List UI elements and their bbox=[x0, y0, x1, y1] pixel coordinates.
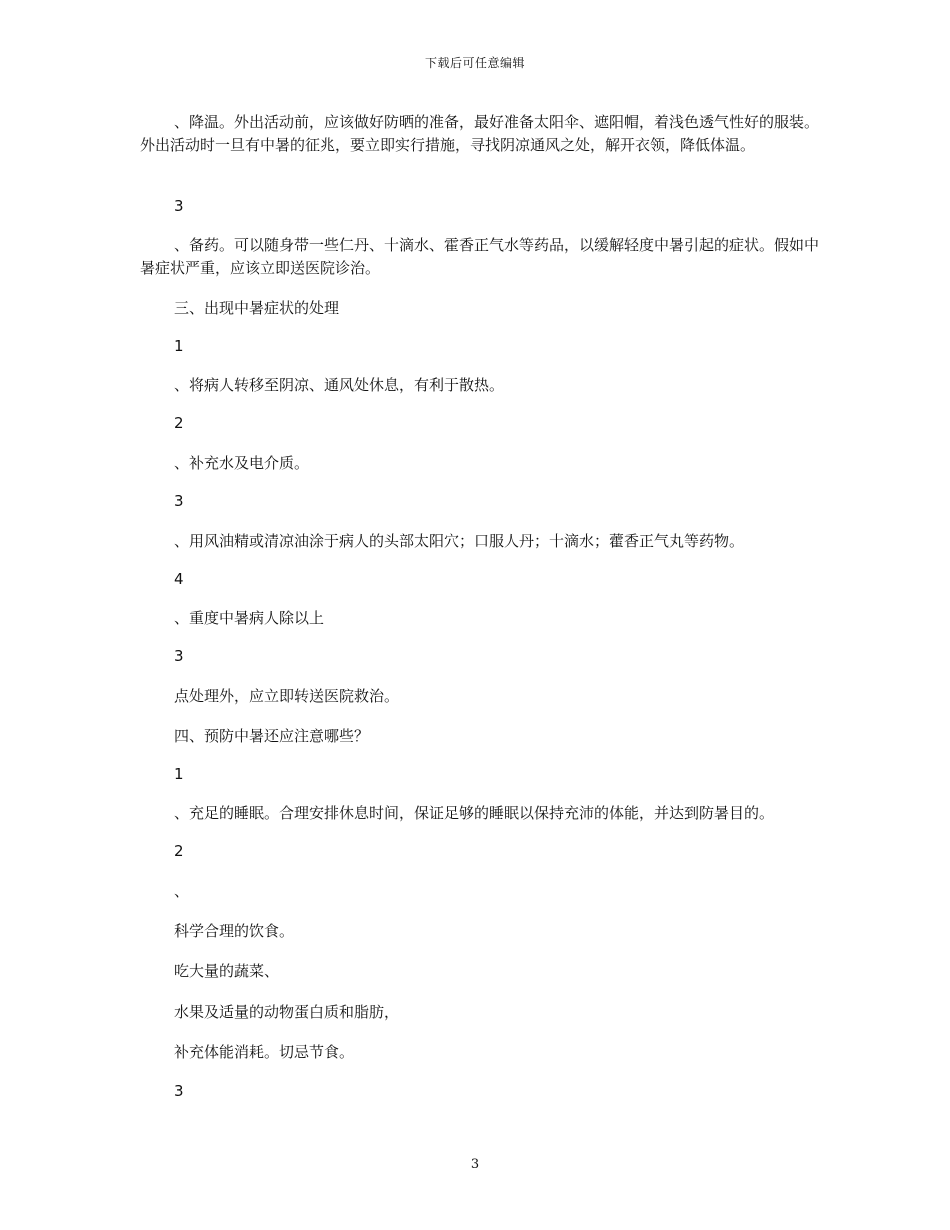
list-number: 3 bbox=[174, 1082, 184, 1100]
list-number: 3 bbox=[174, 197, 184, 215]
list-number: 3 bbox=[174, 647, 184, 665]
section-heading-prevention: 四、预防中暑还应注意哪些？ bbox=[174, 727, 370, 745]
paragraph-medicine: 、备药。可以随身带一些仁丹、十滴水、霍香正气水等药品，以缓解轻度中暑引起的症状。假如中暑症状严重，应该立即送医院诊治。 bbox=[140, 236, 820, 277]
list-item: 点处理外，应立即转送医院救治。 bbox=[174, 687, 400, 705]
list-number: 1 bbox=[174, 765, 184, 783]
list-number: 2 bbox=[174, 414, 184, 432]
list-number: 2 bbox=[174, 842, 184, 860]
list-item: 水果及适量的动物蛋白质和脂肪， bbox=[174, 1003, 400, 1021]
list-item: 吃大量的蔬菜、 bbox=[174, 962, 280, 980]
list-item: 、充足的睡眠。合理安排休息时间，保证足够的睡眠以保持充沛的体能，并达到防暑目的。 bbox=[174, 804, 775, 822]
list-item: 、补充水及电介质。 bbox=[174, 454, 310, 472]
list-item: 、 bbox=[174, 882, 190, 900]
list-number: 3 bbox=[174, 492, 184, 510]
list-item: 科学合理的饮食。 bbox=[174, 922, 295, 940]
list-number: 1 bbox=[174, 337, 184, 355]
list-item: 、重度中暑病人除以上 bbox=[174, 609, 325, 627]
page-header: 下载后可任意编辑 bbox=[424, 56, 525, 70]
list-item: 、用风油精或清凉油涂于病人的头部太阳穴；口服人丹；十滴水；藿香正气丸等药物。 bbox=[174, 532, 745, 550]
section-heading-treatment: 三、出现中暑症状的处理 bbox=[174, 299, 340, 317]
list-item: 补充体能消耗。切忌节食。 bbox=[174, 1043, 355, 1061]
list-number: 4 bbox=[174, 570, 184, 588]
paragraph-cooling: 、降温。外出活动前，应该做好防晒的准备，最好准备太阳伞、遮阳帽，着浅色透气性好的服装。外出活动时一旦有中暑的征兆，要立即实行措施，寻找阴凉通风之处，解开衣领，降低体温。 bbox=[140, 113, 820, 154]
list-item: 、将病人转移至阴凉、通风处休息，有利于散热。 bbox=[174, 376, 505, 394]
page-number: 3 bbox=[470, 1157, 480, 1172]
